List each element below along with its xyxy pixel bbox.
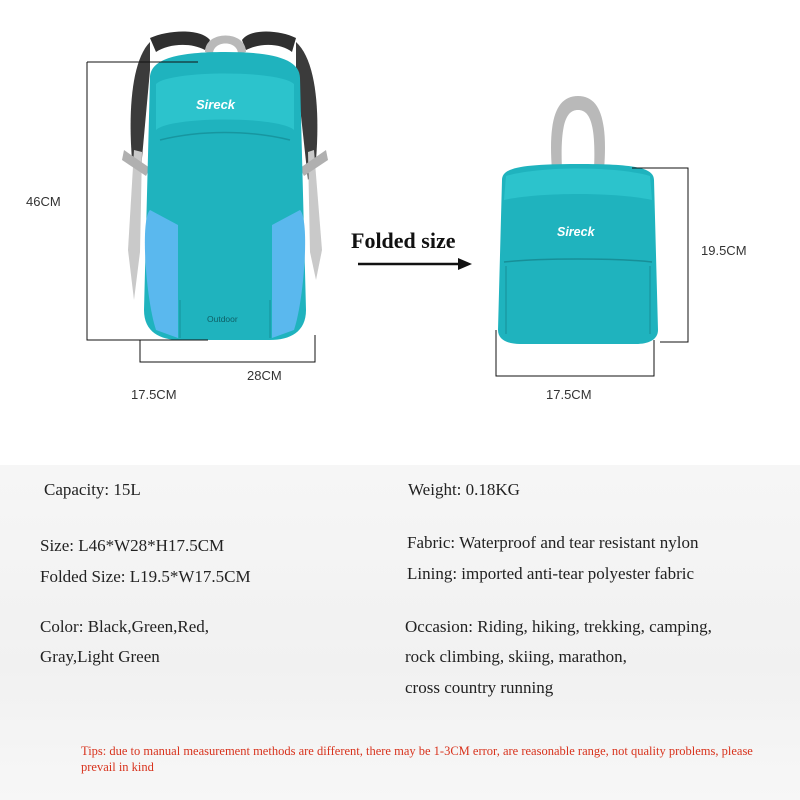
spec-occasion-line1: Occasion: Riding, hiking, trekking, camping, — [405, 617, 712, 636]
spec-occasion-line2: rock climbing, skiing, marathon, — [405, 647, 627, 666]
backpack-image — [122, 32, 328, 341]
brand-logo-folded: Sireck — [557, 225, 595, 239]
spec-size: Size: L46*W28*H17.5CM — [40, 536, 225, 555]
dim-width-label: 28CM — [247, 368, 282, 383]
spec-capacity: Capacity: 15L — [44, 480, 141, 499]
dim-depth-label: 17.5CM — [131, 387, 177, 402]
spec-fabric: Fabric: Waterproof and tear resistant nylon — [407, 533, 699, 552]
spec-color-line2: Gray,Light Green — [40, 647, 160, 666]
dim-folded-width-label: 17.5CM — [546, 387, 592, 402]
folded-pouch-image — [498, 96, 658, 344]
spec-weight: Weight: 0.18KG — [408, 480, 520, 499]
arrow-right-icon — [358, 258, 472, 270]
brand-logo: Sireck — [196, 97, 236, 112]
bag-print: Outdoor — [207, 314, 238, 324]
spec-lining: Lining: imported anti-tear polyester fabric — [407, 564, 695, 583]
tips-note: Tips: due to manual measurement methods are different, there may be 1-3CM error, are reasonable range, not quality problems, please prevail in kind — [81, 744, 753, 774]
dim-folded-height-label: 19.5CM — [701, 243, 747, 258]
folded-size-title: Folded size — [351, 228, 456, 253]
spec-color-line1: Color: Black,Green,Red, — [40, 617, 210, 636]
spec-occasion-line3: cross country running — [405, 678, 554, 697]
spec-folded-size: Folded Size: L19.5*W17.5CM — [40, 567, 251, 586]
dim-height-label: 46CM — [26, 194, 61, 209]
